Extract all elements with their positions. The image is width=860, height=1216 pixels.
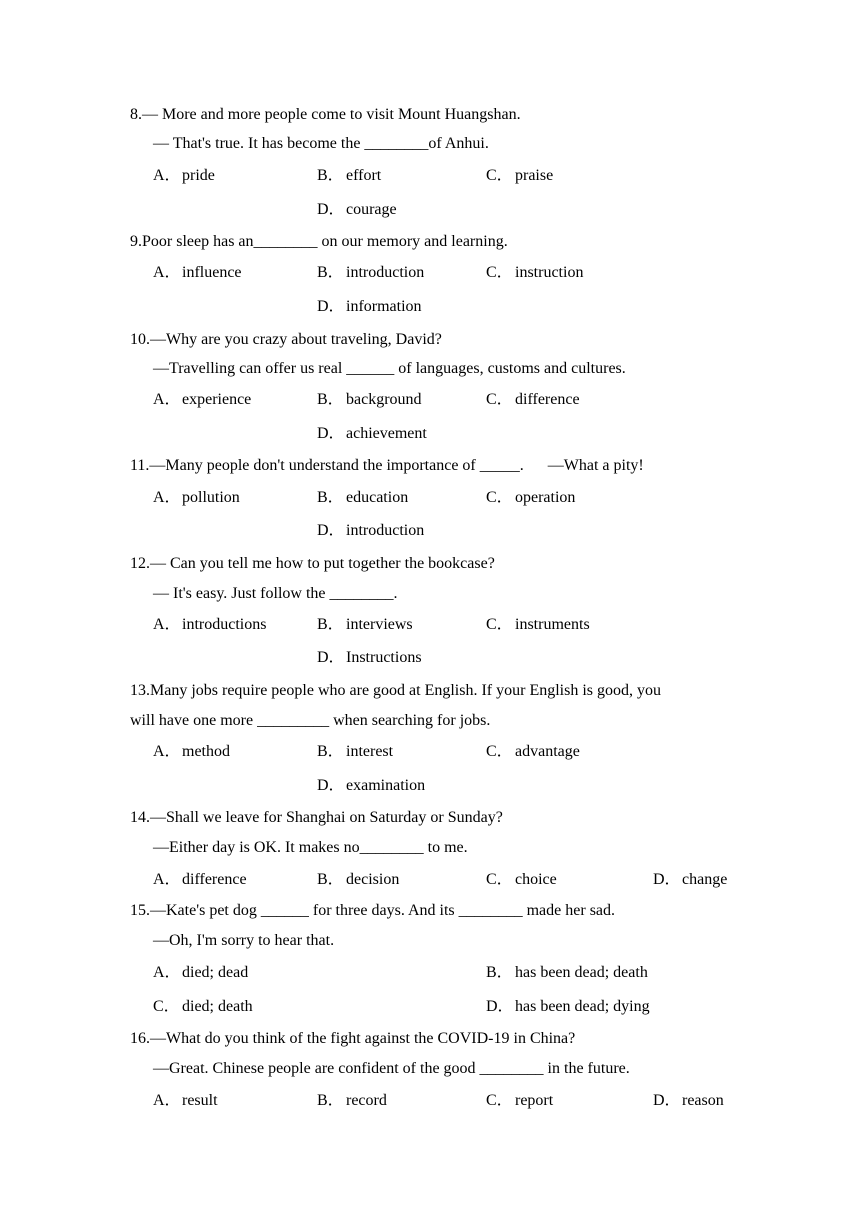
option-letter: D． [317, 425, 345, 442]
question-12-option-c [486, 615, 590, 635]
option-letter: C． [486, 743, 513, 760]
option-text: education [346, 489, 409, 506]
option-text: praise [515, 167, 554, 184]
question-12-option-b [317, 615, 413, 635]
option-text: effort [346, 167, 382, 184]
question-16-option-c [486, 1091, 553, 1111]
option-text: decision [346, 871, 400, 888]
option-letter: A． [153, 871, 181, 888]
option-text: advantage [515, 743, 580, 760]
option-letter: B． [317, 1092, 344, 1109]
question-13-option-d [317, 776, 425, 796]
option-letter: A． [153, 489, 181, 506]
option-text: report [515, 1092, 554, 1109]
question-14-option-c [486, 870, 557, 890]
option-text: introduction [346, 264, 425, 281]
option-letter: C． [486, 167, 513, 184]
option-letter: D． [317, 649, 345, 666]
question-13-option-b [317, 742, 393, 762]
question-14-reply: —Either day is OK. It makes no________ to me. [153, 839, 468, 856]
option-letter: A． [153, 391, 181, 408]
option-letter: B． [486, 964, 513, 981]
option-text: introductions [182, 616, 267, 633]
option-letter: B． [317, 391, 344, 408]
question-11-option-b [317, 488, 408, 508]
question-10-stem: 10.—Why are you crazy about traveling, David? [130, 331, 442, 348]
question-16-option-a [153, 1091, 218, 1111]
option-text: introduction [346, 522, 425, 539]
option-text: died; dead [182, 964, 249, 981]
question-15-option-d [486, 997, 650, 1017]
option-letter: A． [153, 264, 181, 281]
option-letter: B． [317, 167, 344, 184]
option-text: examination [346, 777, 426, 794]
option-text: courage [346, 201, 397, 218]
question-15-option-a [153, 963, 248, 983]
option-text: instruments [515, 616, 590, 633]
option-text: reason [682, 1092, 724, 1109]
question-8-option-a [153, 166, 215, 186]
option-text: has been dead; dying [515, 998, 650, 1015]
option-text: method [182, 743, 230, 760]
question-8-option-b [317, 166, 381, 186]
option-letter: C． [486, 264, 513, 281]
question-8-stem: 8.— More and more people come to visit Mount Huangshan. [130, 106, 521, 123]
question-8-reply: — That's true. It has become the ________of Anhui. [153, 135, 489, 152]
option-text: pride [182, 167, 215, 184]
option-text: operation [515, 489, 576, 506]
option-letter: C． [486, 489, 513, 506]
question-14-stem: 14.—Shall we leave for Shanghai on Saturday or Sunday? [130, 809, 503, 826]
question-14-option-b [317, 870, 399, 890]
question-8-option-d [317, 200, 397, 220]
option-letter: C． [486, 616, 513, 633]
question-16-stem: 16.—What do you think of the fight against the COVID-19 in China? [130, 1030, 576, 1047]
option-letter: D． [317, 777, 345, 794]
question-15-option-c [153, 997, 253, 1017]
question-13-stem-continued: will have one more _________ when searching for jobs. [130, 712, 491, 729]
option-text: achievement [346, 425, 427, 442]
option-text: difference [515, 391, 580, 408]
option-letter: B． [317, 489, 344, 506]
question-14-option-d [653, 870, 727, 890]
option-letter: A． [153, 616, 181, 633]
option-letter: D． [317, 298, 345, 315]
question-14-option-a [153, 870, 247, 890]
question-16-option-d [653, 1091, 724, 1111]
option-letter: D． [317, 522, 345, 539]
option-text: died; death [182, 998, 253, 1015]
option-letter: C． [153, 998, 180, 1015]
question-15-reply: —Oh, I'm sorry to hear that. [153, 932, 335, 949]
option-text: experience [182, 391, 252, 408]
option-letter: D． [486, 998, 514, 1015]
question-16-reply: —Great. Chinese people are confident of the good ________ in the future. [153, 1060, 630, 1077]
question-8-option-c [486, 166, 553, 186]
option-text: interest [346, 743, 394, 760]
option-letter: C． [486, 1092, 513, 1109]
option-letter: A． [153, 1092, 181, 1109]
option-letter: B． [317, 871, 344, 888]
option-text: Instructions [346, 649, 422, 666]
question-9-stem: 9.Poor sleep has an________ on our memory and learning. [130, 233, 508, 250]
option-text: record [346, 1092, 387, 1109]
option-letter: D． [653, 1092, 681, 1109]
question-12-option-a [153, 615, 266, 635]
question-10-reply: —Travelling can offer us real ______ of languages, customs and cultures. [153, 360, 626, 377]
question-11-option-c [486, 488, 575, 508]
question-16-option-b [317, 1091, 387, 1111]
question-9-option-c [486, 263, 583, 283]
question-12-reply: — It's easy. Just follow the ________. [153, 585, 398, 602]
question-12-option-d [317, 648, 422, 668]
option-letter: A． [153, 167, 181, 184]
question-12-stem: 12.— Can you tell me how to put together the bookcase? [130, 555, 495, 572]
option-text: instruction [515, 264, 584, 281]
question-9-option-b [317, 263, 424, 283]
question-9-option-d [317, 297, 422, 317]
question-10-option-a [153, 390, 251, 410]
question-15-option-b [486, 963, 648, 983]
option-text: influence [182, 264, 242, 281]
option-text: choice [515, 871, 557, 888]
question-11-option-a [153, 488, 240, 508]
option-text: difference [182, 871, 247, 888]
option-letter: B． [317, 264, 344, 281]
option-text: change [682, 871, 728, 888]
option-text: background [346, 391, 422, 408]
option-text: information [346, 298, 422, 315]
question-11-option-d [317, 521, 424, 541]
question-15-stem: 15.—Kate's pet dog ______ for three days. And its ________ made her sad. [130, 902, 616, 919]
option-letter: C． [486, 871, 513, 888]
option-letter: A． [153, 743, 181, 760]
question-10-option-c [486, 390, 580, 410]
question-13-option-c [486, 742, 580, 762]
option-letter: A． [153, 964, 181, 981]
option-letter: B． [317, 743, 344, 760]
option-letter: B． [317, 616, 344, 633]
option-letter: D． [317, 201, 345, 218]
option-text: interviews [346, 616, 413, 633]
question-11-stem: 11.—Many people don't understand the importance of _____. —What a pity! [130, 457, 644, 474]
question-9-option-a [153, 263, 242, 283]
question-10-option-b [317, 390, 422, 410]
option-text: has been dead; death [515, 964, 648, 981]
option-letter: C． [486, 391, 513, 408]
option-letter: D． [653, 871, 681, 888]
question-13-stem: 13.Many jobs require people who are good at English. If your English is good, you [130, 682, 662, 699]
option-text: pollution [182, 489, 240, 506]
question-13-option-a [153, 742, 230, 762]
question-10-option-d [317, 424, 427, 444]
option-text: result [182, 1092, 218, 1109]
